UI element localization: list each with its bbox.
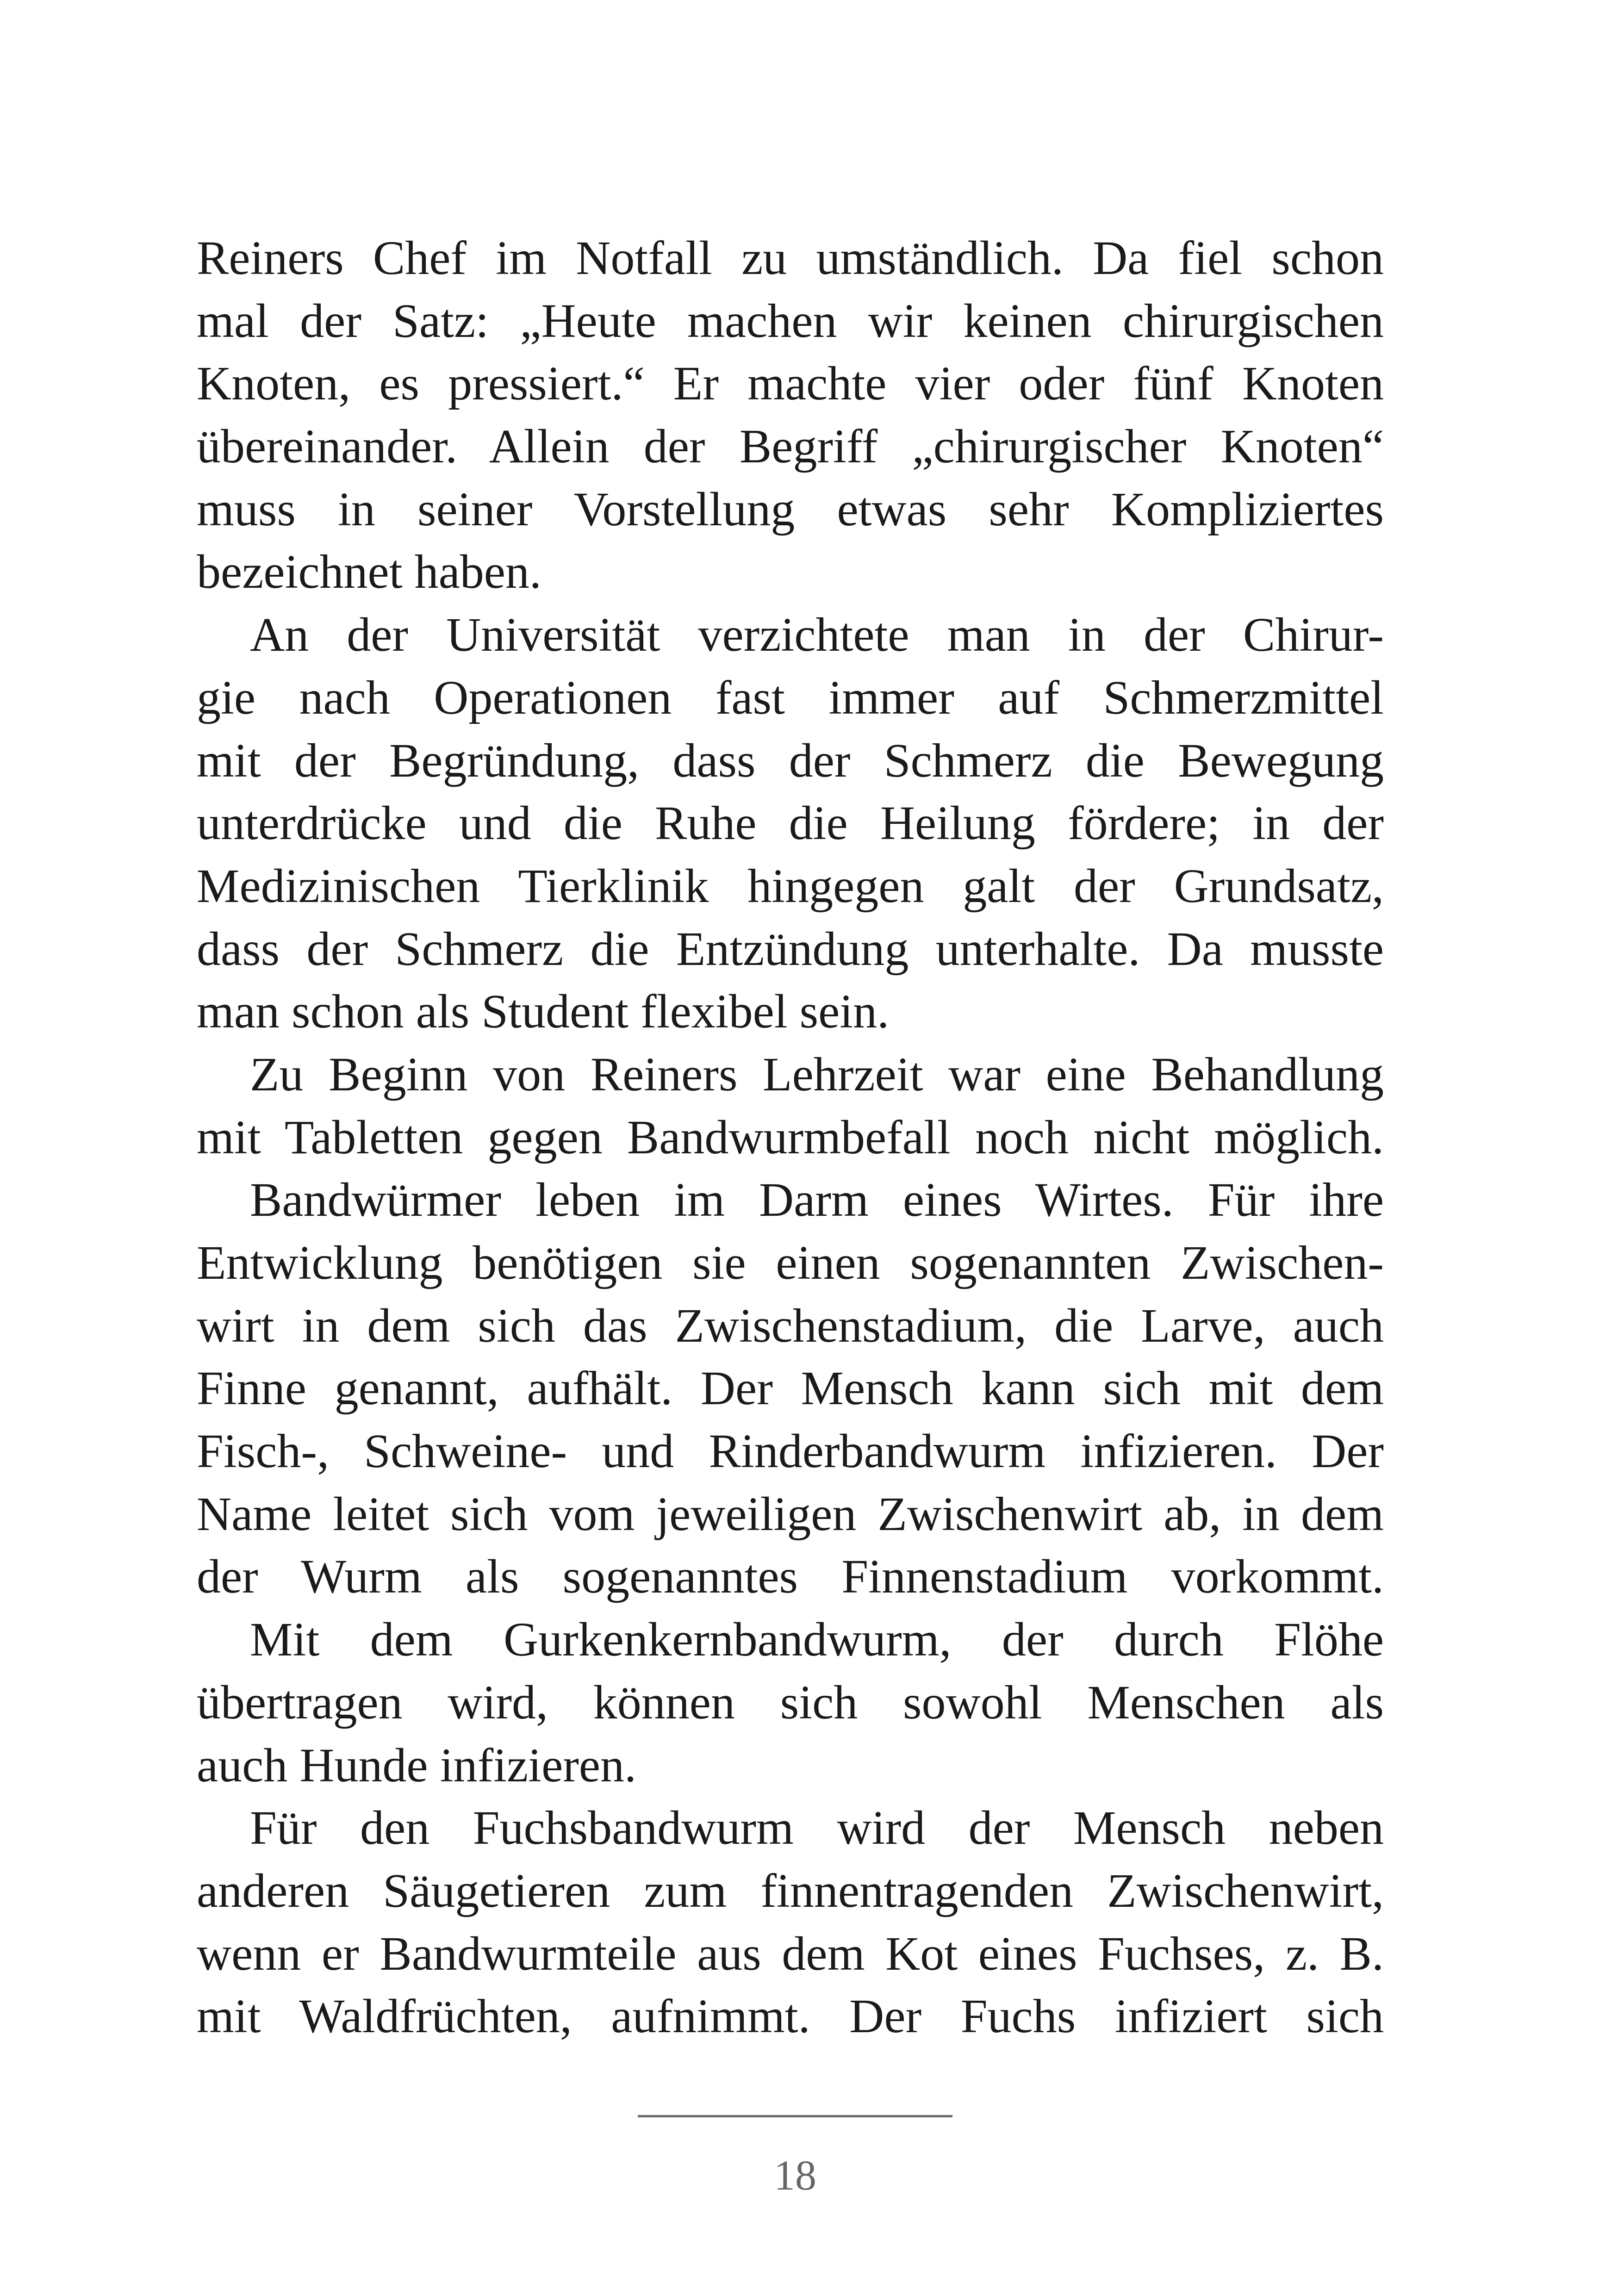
text-line: unterdrücke und die Ruhe die Heilung fördere; in der [197,796,1384,850]
text-line: anderen Säugetieren zum finnentragenden Zwischenwirt, [197,1864,1384,1917]
text-line: gie nach Operationen fast immer auf Schmerzmittel [197,671,1384,724]
footer-rule [638,2115,952,2117]
text-line: übertragen wird, können sich sowohl Menschen als [197,1675,1384,1729]
text-line: auch Hunde infizieren. [197,1738,637,1792]
text-line: Fisch-, Schweine- und Rinderbandwurm infizieren. Der [197,1425,1384,1478]
text-line: Finne genannt, aufhält. Der Mensch kann sich mit dem [197,1362,1384,1415]
text-line: Name leitet sich vom jeweiligen Zwischenwirt ab, in dem [197,1487,1384,1541]
text-line: Bandwürmer leben im Darm eines Wirtes. Für ihre [250,1173,1384,1227]
text-line: wenn er Bandwurmteile aus dem Kot eines Fuchses, z. B. [197,1927,1384,1980]
text-line: der Wurm als sogenanntes Finnenstadium vorkommt. [197,1550,1384,1604]
text-line: An der Universität verzichtete man in der Chirur- [250,608,1384,662]
text-line: dass der Schmerz die Entzündung unterhalte. Da musste [197,922,1384,976]
text-line: Knoten, es pressiert.“ Er machte vier oder fünf Knoten [197,357,1384,411]
text-line: Entwicklung benötigen sie einen sogenannten Zwischen- [197,1236,1384,1289]
text-line: Medizinischen Tierklinik hingegen galt der Grundsatz, [197,859,1384,913]
text-line: mal der Satz: „Heute machen wir keinen chirurgischen [197,294,1384,348]
text-line: Mit dem Gurkenkernbandwurm, der durch Flöhe [250,1613,1384,1667]
text-line: man schon als Student flexibel sein. [197,985,890,1039]
text-line: übereinander. Allein der Begriff „chirurgischer Knoten“ [197,420,1384,473]
page-number: 18 [774,2152,816,2199]
text-line: wirt in dem sich das Zwischenstadium, die Larve, auch [197,1299,1384,1352]
text-line: bezeichnet haben. [197,545,541,599]
text-line: mit Waldfrüchten, aufnimmt. Der Fuchs infiziert sich [197,1990,1384,2043]
text-line: Zu Beginn von Reiners Lehrzeit war eine Behandlung [250,1047,1384,1101]
text-line: mit Tabletten gegen Bandwurmbefall noch nicht möglich. [197,1110,1384,1164]
text-line: mit der Begründung, dass der Schmerz die Bewegung [197,734,1384,787]
text-line: muss in seiner Vorstellung etwas sehr Kompliziertes [197,482,1384,536]
body-text [197,227,1384,2048]
text-line: Für den Fuchsbandwurm wird der Mensch neben [250,1801,1384,1855]
text-line: Reiners Chef im Notfall zu umständlich. Da fiel schon [197,231,1384,285]
